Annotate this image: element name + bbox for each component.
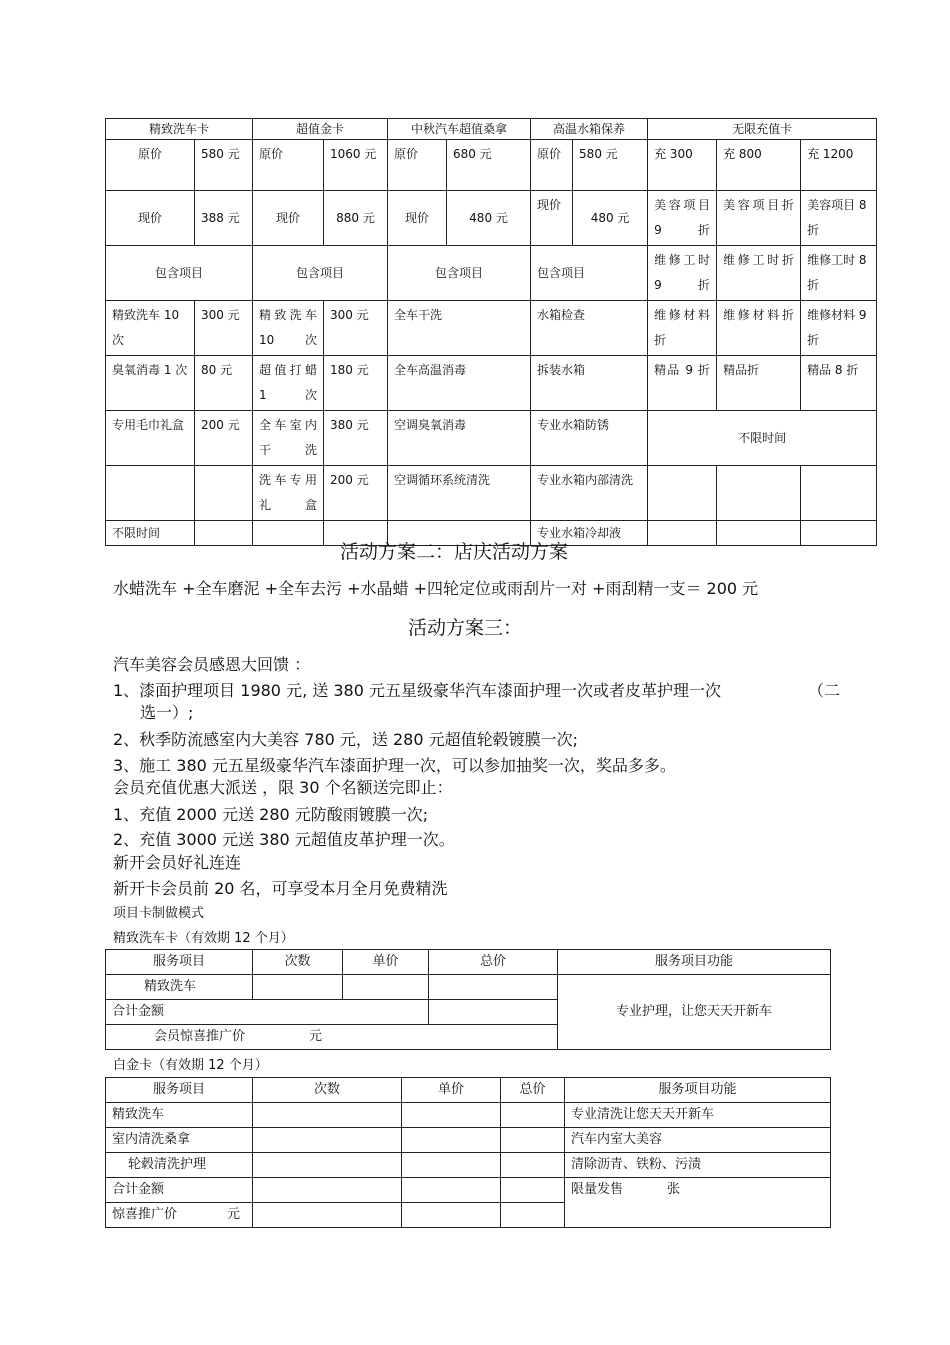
item-cell: 专业水箱防锈 [531,411,648,466]
header-cell: 高温水箱保养 [531,119,648,140]
table-row [106,1128,831,1153]
value-cell: 美容项目 8 折 [801,191,877,246]
table-row [106,1153,831,1178]
item-cell: 全车干洗 [388,301,531,356]
item-cell: 不限时间 [106,521,195,546]
header-cell: 总价 [501,1078,565,1103]
empty-cell [501,1178,565,1203]
empty-cell [429,1000,558,1025]
table-header-row [106,119,877,140]
table-row [106,975,831,1000]
value-cell: 580 元 [573,140,648,191]
value-cell: 1060 元 [324,140,388,191]
value-cell: 580 元 [195,140,253,191]
plan3-item2: 2、秋季防流感室内大美容 780 元，送 280 元超值轮毂镀膜一次; [113,730,578,749]
header-cell: 次数 [253,1078,402,1103]
plan3-item1-note: （二 [808,681,841,700]
header-cell: 单价 [343,950,429,975]
value-cell: 480 元 [447,191,531,246]
item-cell: 轮毂清洗护理 [106,1153,253,1178]
item-cell: 空调臭氧消毒 [388,411,531,466]
item-cell: 精致洗车 [106,1103,253,1128]
table-row [106,466,877,521]
header-cell: 精致洗车卡 [106,119,253,140]
empty-cell [717,466,801,521]
item-cell: 精致洗车 10 次 [106,301,195,356]
table-row [106,246,877,301]
empty-cell [501,1153,565,1178]
promo-label: 会员惊喜推广价 [154,1029,246,1044]
header-cell: 中秋汽车超值桑拿 [388,119,531,140]
price-cell: 80 元 [195,356,253,411]
empty-cell [501,1128,565,1153]
empty-cell [402,1103,501,1128]
item-cell: 专业水箱内部清洗 [531,466,648,521]
label-cell: 包含项目 [253,246,388,301]
card1-caption: 精致洗车卡（有效期 12 个月） [113,931,294,946]
value-cell: 维修工时 9 折 [648,246,717,301]
limit-unit: 张 [667,1182,681,1197]
item-cell: 空调循环系统清洗 [388,466,531,521]
empty-cell [253,1178,402,1203]
price-cell: 300 元 [195,301,253,356]
item-cell: 专用毛巾礼盒 [106,411,195,466]
value-cell: 精品 8 折 [801,356,877,411]
new-member-heading: 新开会员好礼连连 [113,853,242,872]
value-cell: 维修工时折 [717,246,801,301]
header-cell: 服务项目功能 [558,950,831,975]
header-cell: 服务项目 [106,1078,253,1103]
empty-cell [195,521,253,546]
label-cell: 包含项目 [531,246,648,301]
label-cell: 现价 [388,191,447,246]
empty-cell [402,1203,501,1228]
label-cell: 原价 [531,140,573,191]
price-cell: 180 元 [324,356,388,411]
promo-unit: 元 [309,1029,323,1044]
item-cell: 专业水箱冷却液 [531,521,648,546]
value-cell: 美容项目折 [717,191,801,246]
empty-cell [253,1203,402,1228]
empty-cell [648,521,717,546]
value-cell: 维修材料折 [648,301,717,356]
empty-cell [402,1178,501,1203]
empty-cell [402,1153,501,1178]
value-cell: 充 800 [717,140,801,191]
plan3-item3: 3、施工 380 元五星级豪华汽车漆面护理一次，可以参加抽奖一次，奖品多多。 [113,756,676,775]
item-cell: 拆装水箱 [531,356,648,411]
label-cell: 现价 [253,191,324,246]
header-cell: 服务项目功能 [565,1078,831,1103]
total-label: 合计金额 [106,1000,429,1025]
header-cell: 无限充值卡 [648,119,877,140]
value-cell: 精品 9 折 [648,356,717,411]
price-cell: 200 元 [195,411,253,466]
label-cell: 包含项目 [106,246,253,301]
price-cell: 200 元 [324,466,388,521]
empty-cell [501,1103,565,1128]
empty-cell [801,521,877,546]
header-cell: 服务项目 [106,950,253,975]
empty-cell [253,975,343,1000]
empty-cell [253,521,324,546]
value-cell: 精品折 [717,356,801,411]
item-cell [106,466,195,521]
label-cell: 包含项目 [388,246,531,301]
member-heading: 会员充值优惠大派送 ，限 30 个名额送完即止： [113,778,453,797]
price-cell: 380 元 [324,411,388,466]
unlimited-cell: 不限时间 [648,411,877,466]
table-row [106,191,877,246]
item-cell: 精致洗车 [106,975,253,1000]
card2-caption: 白金卡（有效期 12 个月） [113,1058,268,1073]
item-cell: 水箱检查 [531,301,648,356]
empty-cell [402,1128,501,1153]
item-cell: 臭氧消毒 1 次 [106,356,195,411]
empty-cell [501,1203,565,1228]
card-mode-heading: 项目卡制做模式 [113,906,205,921]
empty-cell [253,1103,402,1128]
empty-cell [648,466,717,521]
plan2-line: 水蜡洗车 +全车磨泥 +全车去污 +水晶蜡 +四轮定位或雨刮片一对 +雨刮精一支＝ 200 元 [113,579,759,598]
label-cell: 原价 [253,140,324,191]
price-cell: 300 元 [324,301,388,356]
item-cell: 洗车专用礼盒 [253,466,324,521]
empty-cell [429,975,558,1000]
limit-cell [565,1178,831,1228]
value-cell: 维修工时 8 折 [801,246,877,301]
function-cell: 汽车内室大美容 [565,1128,831,1153]
header-cell: 超值金卡 [253,119,388,140]
total-label: 合计金额 [106,1178,253,1203]
item-cell: 室内清洗桑拿 [106,1128,253,1153]
empty-cell [801,466,877,521]
header-cell: 次数 [253,950,343,975]
table-row [106,356,877,411]
value-cell: 维修材料折 [717,301,801,356]
value-cell: 充 1200 [801,140,877,191]
table-row [106,301,877,356]
label-cell: 现价 [106,191,195,246]
table-row [106,411,877,466]
function-cell: 专业清洗让您天天开新车 [565,1103,831,1128]
card1-table [105,949,831,1050]
item-cell: 精致洗车 10 次 [253,301,324,356]
promo-cell [106,1203,253,1228]
promo-unit: 元 [227,1207,241,1222]
empty-cell [253,1153,402,1178]
promo-cell [106,1025,558,1050]
limit-label: 限量发售 [571,1182,624,1197]
value-cell: 388 元 [195,191,253,246]
header-cell: 总价 [429,950,558,975]
function-cell: 专业护理，让您天天开新车 [558,975,831,1050]
value-cell: 美容项目 9 折 [648,191,717,246]
member-item1: 1、充值 2000 元送 280 元防酸雨镀膜一次; [113,805,429,824]
new-member-text: 新开卡会员前 20 名，可享受本月全月免费精洗 [113,879,448,898]
label-cell: 现价 [531,191,573,246]
member-item2: 2、充值 3000 元送 380 元超值皮革护理一次。 [113,830,455,849]
table-header-row [106,1078,831,1103]
table-row [106,1103,831,1128]
empty-cell [343,975,429,1000]
value-cell: 充 300 [648,140,717,191]
value-cell: 880 元 [324,191,388,246]
item-cell: 全车高温消毒 [388,356,531,411]
table-header-row [106,950,831,975]
item-cell: 超值打蜡 1 次 [253,356,324,411]
label-cell: 原价 [388,140,447,191]
empty-cell [717,521,801,546]
item-cell: 全车室内干洗 [253,411,324,466]
plan3-item1: 1、漆面护理项目 1980 元, 送 380 元五星级豪华汽车漆面护理一次或者皮革护理一次 [113,681,721,700]
plan3-intro: 汽车美容会员感恩大回馈 ： [113,655,311,674]
header-cell: 单价 [402,1078,501,1103]
card2-table [105,1077,831,1228]
plan2-title: 活动方案二：店庆活动方案 [340,541,569,563]
table-row [106,140,877,191]
plan3-item1-cont: 选一）; [140,703,194,722]
value-cell: 维修材料 9 折 [801,301,877,356]
plan3-title: 活动方案三： [408,617,523,639]
price-cell [195,466,253,521]
function-cell: 清除沥青、铁粉、污渍 [565,1153,831,1178]
value-cell: 680 元 [447,140,531,191]
value-cell: 480 元 [573,191,648,246]
table-row [106,1178,831,1203]
empty-cell [253,1128,402,1153]
promo-cards-table [105,118,877,546]
label-cell: 原价 [106,140,195,191]
promo-label: 惊喜推广价 [112,1207,178,1222]
